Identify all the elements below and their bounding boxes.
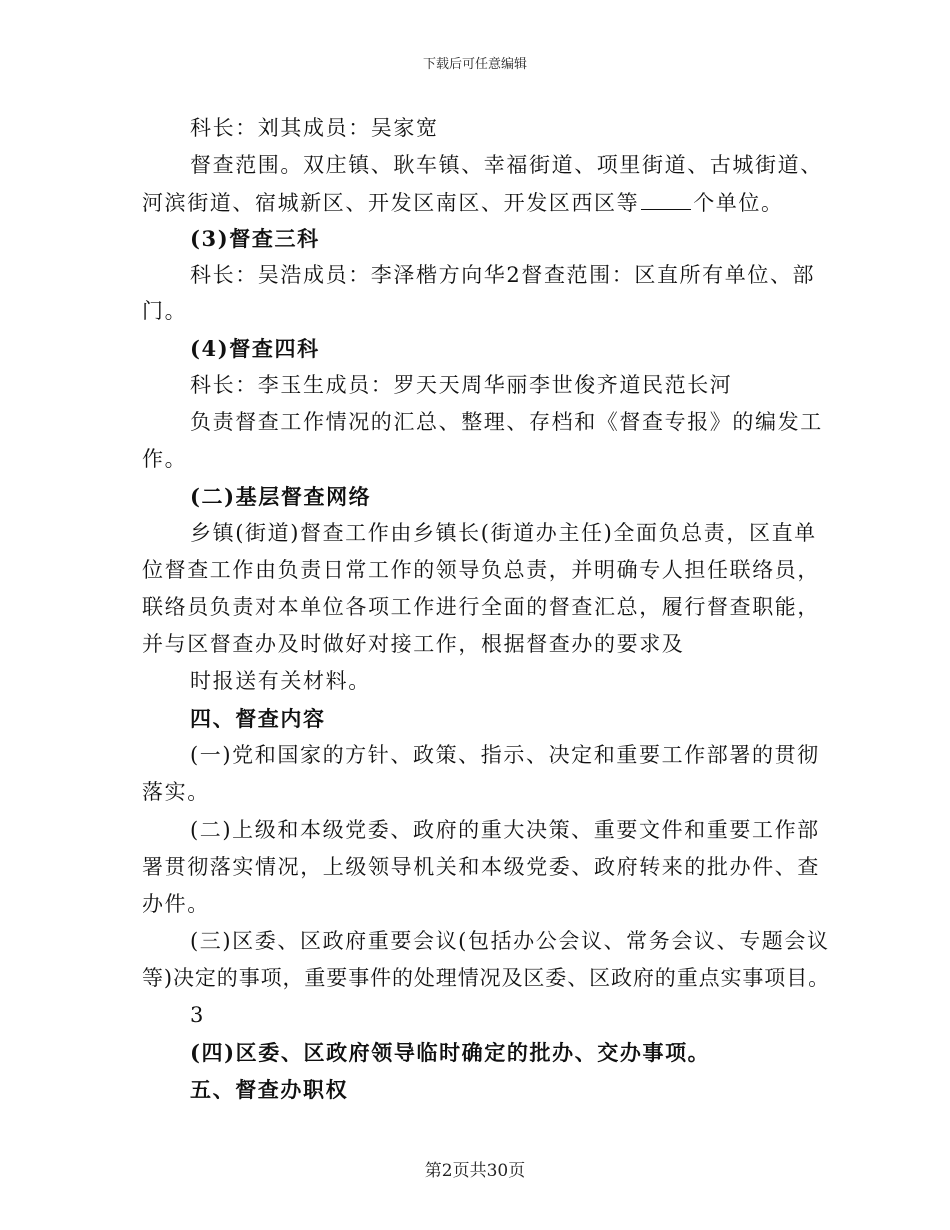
text-line: 科长：吴浩成员：李泽楷方向华2督查范围：区直所有单位、部 [190, 263, 816, 287]
text-line: 时报送有关材料。 [190, 669, 371, 693]
page-number-marker: 3 [190, 1003, 205, 1027]
section-heading: 四、督查内容 [190, 706, 326, 731]
text-line: 办件。 [142, 892, 210, 916]
text-line: 位督查工作由负责日常工作的领导负总责，并明确专人担任联络员， [142, 558, 820, 582]
section-heading: (3)督查三科 [190, 226, 320, 251]
text-line: 作。 [142, 447, 188, 471]
text-line: 等)决定的事项，重要事件的处理情况及区委、区政府的重点实事项目。 [142, 966, 830, 990]
text-line: 联络员负责对本单位各项工作进行全面的督查汇总，履行督查职能， [142, 595, 820, 619]
page-footer: 第2页共30页 [424, 1161, 526, 1181]
text-line: 督查范围。双庄镇、耿车镇、幸福街道、项里街道、古城街道、 [190, 153, 823, 177]
text-line: 科长：刘其成员：吴家宽 [190, 116, 439, 140]
text-span: 河滨街道、宿城新区、开发区南区、开发区西区等 [142, 191, 640, 215]
fill-in-blank [641, 191, 691, 210]
text-line: 落实。 [142, 780, 210, 804]
text-line: 乡镇(街道)督查工作由乡镇长(街道办主任)全面负总责，区直单 [190, 521, 817, 545]
text-line: (三)区委、区政府重要会议(包括办公会议、常务会议、专题会议 [190, 929, 830, 953]
text-span: 个单位。 [693, 191, 784, 215]
text-line: 负责督查工作情况的汇总、整理、存档和《督查专报》的编发工 [190, 410, 823, 434]
text-line: 署贯彻落实情况，上级领导机关和本级党委、政府转来的批办件、查 [142, 855, 820, 879]
text-line: 门。 [142, 299, 188, 323]
page-header: 下载后可任意编辑 [422, 57, 527, 72]
text-line: 科长：李玉生成员：罗天天周华丽李世俊齐道民范长河 [190, 373, 733, 397]
section-heading: (四)区委、区政府领导临时确定的批办、交办事项。 [190, 1040, 711, 1065]
section-heading: 五、督查办职权 [190, 1077, 349, 1102]
text-line: (二)上级和本级党委、政府的重大决策、重要文件和重要工作部 [190, 818, 820, 842]
text-line [142, 191, 822, 214]
section-heading: (二)基层督查网络 [190, 484, 372, 509]
text-line: (一)党和国家的方针、政策、指示、决定和重要工作部署的贯彻 [190, 743, 820, 767]
text-line: 并与区督查办及时做好对接工作，根据督查办的要求及 [142, 632, 685, 656]
section-heading: (4)督查四科 [190, 336, 320, 361]
